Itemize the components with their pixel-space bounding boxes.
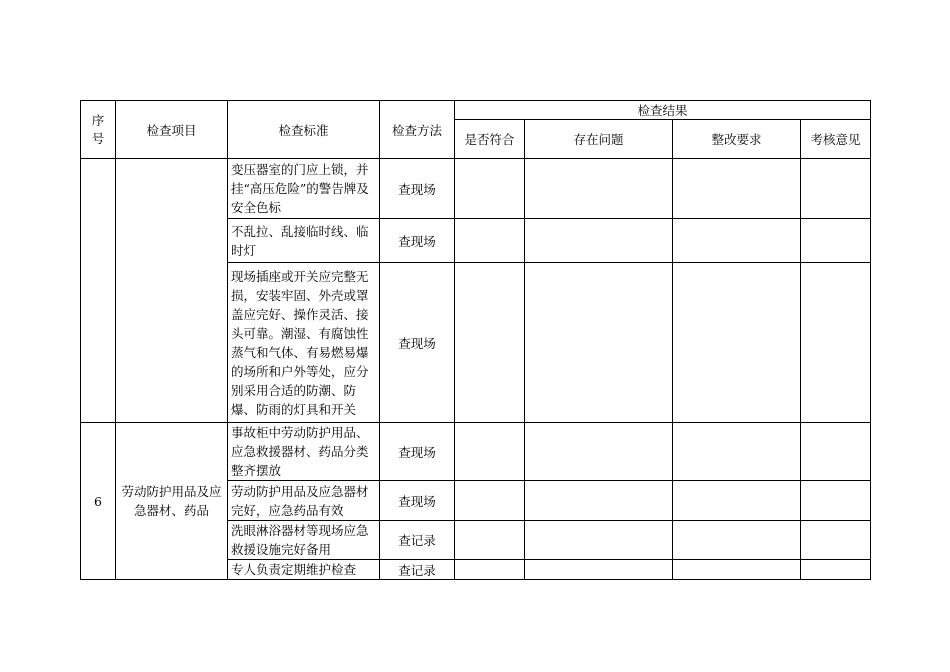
- standard-text: 变压器室的门应上锁，并挂“高压危险”的警告牌及安全色标: [231, 162, 369, 215]
- conform-cell[interactable]: [455, 560, 525, 580]
- standard-cell: [228, 481, 380, 521]
- method-text: 查现场: [398, 444, 436, 460]
- method-cell: [380, 521, 455, 560]
- header-standard: [228, 101, 380, 159]
- header-results: [455, 101, 871, 120]
- method-text: 查记录: [398, 562, 436, 578]
- rectify-cell[interactable]: [673, 423, 801, 481]
- method-cell: [380, 481, 455, 521]
- method-cell: [380, 263, 455, 423]
- header-conform-label: 是否符合: [464, 132, 515, 147]
- header-item-label: 检查项目: [146, 122, 197, 138]
- header-standard-label: 检查标准: [278, 122, 329, 138]
- header-seq-label: 序 号: [91, 112, 105, 146]
- header-problems: [525, 120, 673, 159]
- problems-cell[interactable]: [525, 263, 673, 423]
- conform-cell[interactable]: [455, 159, 525, 219]
- rectify-cell[interactable]: [673, 159, 801, 219]
- assessment-cell[interactable]: [801, 423, 871, 481]
- method-text: 查现场: [398, 493, 436, 509]
- assessment-cell[interactable]: [801, 263, 871, 423]
- standard-text: 不乱拉、乱接临时线、临时灯: [231, 223, 369, 258]
- problems-cell[interactable]: [525, 219, 673, 263]
- seq-cell: [81, 423, 116, 580]
- standard-cell: [228, 263, 380, 423]
- seq-number: 6: [94, 493, 102, 509]
- problems-cell[interactable]: [525, 560, 673, 580]
- problems-cell[interactable]: [525, 481, 673, 521]
- rectify-cell[interactable]: [673, 521, 801, 560]
- conform-cell[interactable]: [455, 423, 525, 481]
- item-cell: [116, 423, 228, 580]
- assessment-cell[interactable]: [801, 159, 871, 219]
- rectify-cell[interactable]: [673, 560, 801, 580]
- standard-text: 现场插座或开关应完整无损，安装牢固、外壳或罩盖应完好、操作灵活、接头可靠。潮湿、有腐蚀性蒸气和气体、有易燃易爆的场所和户外等处，应分别采用合适的防潮、防爆、防雨的灯具和开关: [231, 268, 369, 417]
- header-assessment: [801, 120, 871, 159]
- method-text: 查现场: [398, 233, 436, 249]
- problems-cell[interactable]: [525, 423, 673, 481]
- problems-cell[interactable]: [525, 159, 673, 219]
- table-row: [81, 423, 871, 481]
- seq-cell: [81, 159, 116, 423]
- standard-text: 专人负责定期维护检查: [231, 562, 357, 577]
- method-text: 查记录: [398, 533, 436, 548]
- item-text: 劳动防护用品及应急器材、药品: [121, 484, 222, 518]
- header-results-label: 检查结果: [637, 103, 688, 118]
- header-rectify-label: 整改要求: [711, 132, 762, 147]
- conform-cell[interactable]: [455, 481, 525, 521]
- method-cell: [380, 159, 455, 219]
- header-problems-label: 存在问题: [573, 132, 624, 147]
- header-seq: [81, 101, 116, 159]
- conform-cell[interactable]: [455, 263, 525, 423]
- method-cell: [380, 560, 455, 580]
- method-cell: [380, 219, 455, 263]
- standard-text: 洗眼淋浴器材等现场应急救援设施完好备用: [231, 523, 369, 557]
- conform-cell[interactable]: [455, 521, 525, 560]
- method-text: 查现场: [398, 335, 436, 351]
- inspection-table: [80, 100, 871, 580]
- conform-cell[interactable]: [455, 219, 525, 263]
- standard-cell: [228, 560, 380, 580]
- assessment-cell[interactable]: [801, 219, 871, 263]
- header-rectify: [673, 120, 801, 159]
- standard-text: 事故柜中劳动防护用品、应急救援器材、药品分类整齐摆放: [231, 425, 369, 478]
- header-method: [380, 101, 455, 159]
- item-cell: [116, 159, 228, 423]
- header-method-label: 检查方法: [391, 122, 442, 138]
- standard-cell: [228, 159, 380, 219]
- standard-text: 劳动防护用品及应急器材完好，应急药品有效: [231, 483, 369, 518]
- assessment-cell[interactable]: [801, 481, 871, 521]
- problems-cell[interactable]: [525, 521, 673, 560]
- method-cell: [380, 423, 455, 481]
- header-assessment-label: 考核意见: [810, 132, 861, 147]
- header-conform: [455, 120, 525, 159]
- table-row: [81, 159, 871, 219]
- standard-cell: [228, 521, 380, 560]
- rectify-cell[interactable]: [673, 263, 801, 423]
- assessment-cell[interactable]: [801, 521, 871, 560]
- rectify-cell[interactable]: [673, 219, 801, 263]
- method-text: 查现场: [398, 181, 436, 197]
- standard-cell: [228, 219, 380, 263]
- standard-cell: [228, 423, 380, 481]
- rectify-cell[interactable]: [673, 481, 801, 521]
- assessment-cell[interactable]: [801, 560, 871, 580]
- header-item: [116, 101, 228, 159]
